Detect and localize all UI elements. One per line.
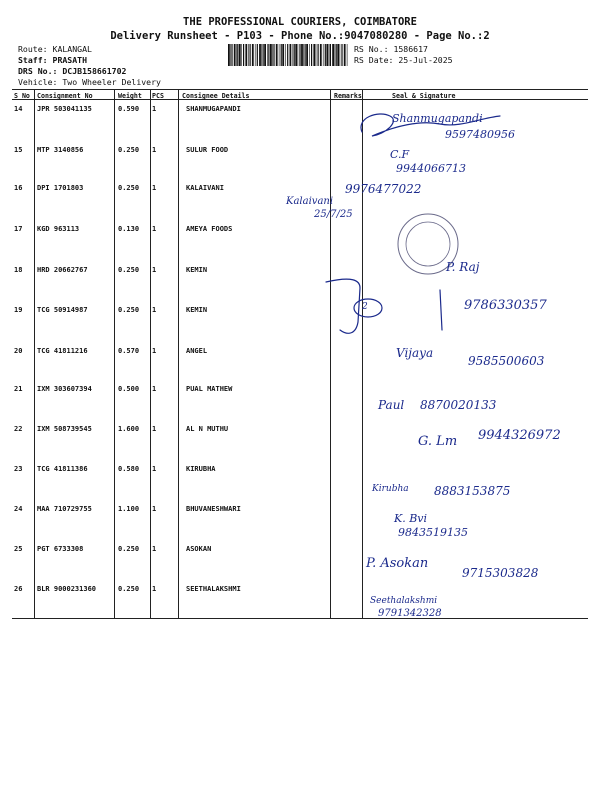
weight-cell: 1.600 <box>118 425 140 433</box>
consignment-cell: MAA 710729755 <box>37 505 92 513</box>
pcs-cell: 1 <box>152 105 157 113</box>
consignee-cell: PUAL MATHEW <box>186 385 233 393</box>
sno-cell: 19 <box>14 306 23 314</box>
sno-cell: 25 <box>14 545 23 553</box>
signature-name-26: Seethalakshmi <box>370 596 438 606</box>
consignment-cell: DPI 1701803 <box>37 184 84 192</box>
pcs-cell: 1 <box>152 347 157 355</box>
rs-no-label: RS No.: <box>354 44 389 54</box>
table-row <box>0 582 600 623</box>
pcs-cell: 1 <box>152 266 157 274</box>
consignee-cell: ASOKAN <box>186 545 212 553</box>
weight-cell: 0.590 <box>118 105 140 113</box>
consignee-cell: KALAIVANI <box>186 184 224 192</box>
signature-phone-21: 8870020133 <box>420 398 497 412</box>
weight-cell: 0.250 <box>118 146 140 154</box>
route-label: Route: <box>18 44 48 54</box>
pcs-cell: 1 <box>152 505 157 513</box>
signature-name-23: Kirubha <box>372 484 409 494</box>
sno-cell: 22 <box>14 425 23 433</box>
consignee-cell: ANGEL <box>186 347 208 355</box>
signature-phone-19: 9786330357 <box>464 298 547 313</box>
pcs-cell: 1 <box>152 545 157 553</box>
staff-value: PRASATH <box>52 55 88 65</box>
weight-cell: 0.250 <box>118 545 140 553</box>
company-title: THE PROFESSIONAL COURIERS, COIMBATORE <box>183 16 417 28</box>
drs-barcode <box>228 44 348 66</box>
column-consignee-details: Consignee Details <box>182 92 250 100</box>
column-pcs: PCS <box>152 92 164 100</box>
signature-phone-14: 9597480956 <box>445 128 515 141</box>
consignment-cell: PGT 6733308 <box>37 545 84 553</box>
vehicle-label: Vehicle: <box>18 77 58 87</box>
consignment-cell: TCG 41811386 <box>37 465 88 473</box>
signature-name-20: Vijaya <box>396 346 434 360</box>
consignment-cell: BLR 9000231360 <box>37 585 97 593</box>
pcs-cell: 1 <box>152 225 157 233</box>
staff-line <box>18 55 87 65</box>
weight-cell: 0.250 <box>118 306 140 314</box>
consignee-cell: SEETHALAKSHMI <box>186 585 241 593</box>
vehicle-value: Two Wheeler Delivery <box>62 77 161 87</box>
route-value: KALANGAL <box>52 44 92 54</box>
pcs-cell: 1 <box>152 585 157 593</box>
sno-cell: 17 <box>14 225 23 233</box>
signature-date-16: 25/7/25 <box>314 209 353 220</box>
consignment-cell: MTP 3140856 <box>37 146 84 154</box>
weight-cell: 0.500 <box>118 385 140 393</box>
pcs-cell: 1 <box>152 306 157 314</box>
pcs-cell: 1 <box>152 385 157 393</box>
column-weight: Weight <box>118 92 142 100</box>
signature-name-16: Kalaivani <box>286 196 334 207</box>
consignment-cell: JPR 503041135 <box>37 105 92 113</box>
consignee-cell: KEMIN <box>186 266 208 274</box>
consignee-cell: SHANMUGAPANDI <box>186 105 241 113</box>
consignee-cell: KEMIN <box>186 306 208 314</box>
table-row <box>0 143 600 184</box>
signature-name-14: Shanmugapandi <box>392 112 483 125</box>
column-remarks: Remarks <box>334 92 362 100</box>
sno-cell: 15 <box>14 146 23 154</box>
sno-cell: 23 <box>14 465 23 473</box>
sno-cell: 20 <box>14 347 23 355</box>
signature-mark-19: 2 <box>362 302 368 312</box>
route-line <box>18 44 92 54</box>
pcs-cell: 1 <box>152 425 157 433</box>
pcs-cell: 1 <box>152 184 157 192</box>
consignment-cell: IXM 508739545 <box>37 425 92 433</box>
column-sno: S No <box>14 92 30 100</box>
sno-cell: 18 <box>14 266 23 274</box>
signature-name-25: P. Asokan <box>366 556 429 571</box>
pcs-cell: 1 <box>152 146 157 154</box>
consignee-cell: AMEYA FOODS <box>186 225 233 233</box>
sno-cell: 16 <box>14 184 23 192</box>
pcs-cell: 1 <box>152 465 157 473</box>
table-row <box>0 382 600 423</box>
signature-name-24: K. Bvi <box>394 512 428 525</box>
weight-cell: 0.250 <box>118 184 140 192</box>
consignee-cell: AL N MUTHU <box>186 425 229 433</box>
signature-phone-25: 9715303828 <box>462 566 539 580</box>
column-seal-signature: Seal & Signature <box>392 92 456 100</box>
consignee-cell: SULUR FOOD <box>186 146 229 154</box>
drs-value: DCJB158661702 <box>62 66 127 76</box>
drs-label: DRS No.: <box>18 66 58 76</box>
consignee-cell: KIRUBHA <box>186 465 216 473</box>
signature-phone-15: 9944066713 <box>396 162 466 175</box>
consignment-cell: IXM 303607394 <box>37 385 92 393</box>
weight-cell: 0.570 <box>118 347 140 355</box>
sno-cell: 26 <box>14 585 23 593</box>
drs-line <box>18 66 126 76</box>
rs-no-value: 1586617 <box>393 44 428 54</box>
signature-phone-20: 9585500603 <box>468 354 545 368</box>
rs-no-line <box>354 44 428 54</box>
weight-cell: 0.130 <box>118 225 140 233</box>
rs-date-value: 25-Jul-2025 <box>398 55 453 65</box>
runsheet-subtitle: Delivery Runsheet - P103 - Phone No.:9047080280 - Page No.:2 <box>110 30 490 42</box>
rs-date-line <box>354 55 453 65</box>
column-consignment-no: Consignment No <box>37 92 93 100</box>
staff-label: Staff: <box>18 55 48 65</box>
vehicle-line <box>18 77 161 87</box>
table-row <box>0 222 600 263</box>
signature-name-15: C.F <box>390 148 410 161</box>
weight-cell: 1.100 <box>118 505 140 513</box>
consignment-cell: TCG 50914987 <box>37 306 88 314</box>
signature-phone-24: 9843519135 <box>398 526 468 539</box>
signature-phone-22: 9944326972 <box>478 428 561 443</box>
signature-phone-23: 8883153875 <box>434 484 511 498</box>
sno-cell: 24 <box>14 505 23 513</box>
signature-phone-26: 9791342328 <box>378 608 442 619</box>
rs-date-label: RS Date: <box>354 55 394 65</box>
consignee-cell: BHUVANESHWARI <box>186 505 241 513</box>
consignment-cell: HRD 20662767 <box>37 266 88 274</box>
signature-phone-16: 9976477022 <box>345 182 422 196</box>
signature-name-22: G. Lm <box>418 434 458 449</box>
consignment-cell: TCG 41811216 <box>37 347 88 355</box>
sno-cell: 21 <box>14 385 23 393</box>
weight-cell: 0.580 <box>118 465 140 473</box>
signature-name-18: P. Raj <box>446 260 480 274</box>
consignment-cell: KGD 963113 <box>37 225 80 233</box>
signature-name-21: Paul <box>378 398 405 412</box>
table-row <box>0 502 600 543</box>
weight-cell: 0.250 <box>118 266 140 274</box>
weight-cell: 0.250 <box>118 585 140 593</box>
sno-cell: 14 <box>14 105 23 113</box>
